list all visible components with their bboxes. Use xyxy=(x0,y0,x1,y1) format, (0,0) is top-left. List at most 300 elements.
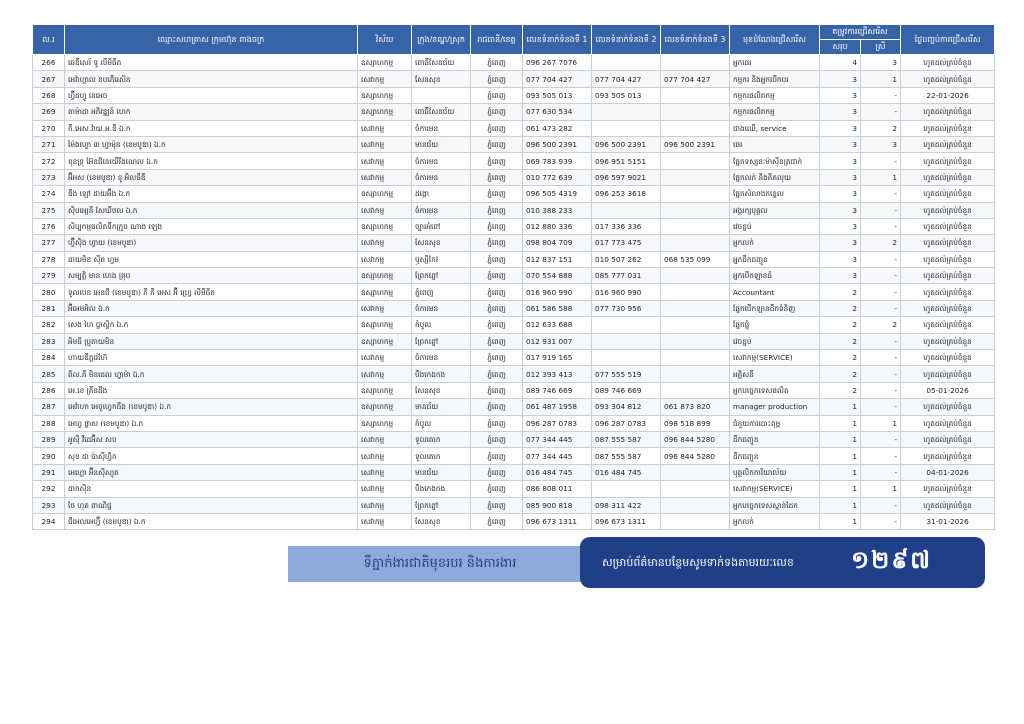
row-number: 268 xyxy=(33,87,65,103)
deadline: ហូតដល់គ្រប់ចំនួន xyxy=(901,497,995,513)
row-number: 288 xyxy=(33,415,65,431)
female-needed: - xyxy=(861,497,901,513)
total-needed: 1 xyxy=(820,448,861,464)
company-name: អេ.ខេ គ្រីនដីង xyxy=(65,382,358,398)
deadline: ហូតដល់គ្រប់ចំនួន xyxy=(901,153,995,169)
row-number: 272 xyxy=(33,153,65,169)
total-needed: 2 xyxy=(820,366,861,382)
hotline-number: ១២៩៧ xyxy=(850,546,932,574)
deadline: ហូតដល់គ្រប់ចំនួន xyxy=(901,284,995,300)
header-province: រាជធានី/ខេត្ត xyxy=(471,25,523,55)
header-deadline: ថ្ងៃបញ្ចប់ការជ្រើសរើស xyxy=(901,25,995,55)
phone-2 xyxy=(592,481,661,497)
position: កម្មករផលិតកម្ម xyxy=(730,87,820,103)
province: ភ្នំពេញ xyxy=(471,153,523,169)
row-number: 274 xyxy=(33,186,65,202)
deadline: 04-01-2026 xyxy=(901,464,995,480)
table-row xyxy=(33,186,995,202)
table-row xyxy=(33,153,995,169)
district: ទួលគោក xyxy=(412,431,471,447)
female-needed: - xyxy=(861,431,901,447)
position: កម្មករផលិតកម្ម xyxy=(730,104,820,120)
province: ភ្នំពេញ xyxy=(471,497,523,513)
deadline: ហូតដល់គ្រប់ចំនួន xyxy=(901,333,995,349)
phone-1: 096 500 2391 xyxy=(523,136,592,152)
row-number: 266 xyxy=(33,55,65,71)
phone-3 xyxy=(661,87,730,103)
province: ភ្នំពេញ xyxy=(471,235,523,251)
company-name: អូស៊ី វីដេអ៊ីស សប xyxy=(65,431,358,447)
phone-2: 016 960 990 xyxy=(592,284,661,300)
phone-2 xyxy=(592,55,661,71)
row-number: 286 xyxy=(33,382,65,398)
district: មានជ័យ xyxy=(412,399,471,415)
header-position: មុខដំណែងជ្រើសរើស xyxy=(730,25,820,55)
sector: ឧស្សាហកម្ម xyxy=(358,104,412,120)
job-vacancy-table xyxy=(32,24,995,530)
total-needed: 1 xyxy=(820,464,861,480)
company-name: អេហ្វ ផ្លាស (ខេមបូឌា) ឯ.ក xyxy=(65,415,358,431)
district: ទួលគោក xyxy=(412,448,471,464)
company-name: តាម៉ាដា អភិវឌ្ឍន៍ ហេក xyxy=(65,104,358,120)
row-number: 291 xyxy=(33,464,65,480)
sector: សេវាកម្ម xyxy=(358,251,412,267)
header-needed: តម្រូវការជ្រើសរើស xyxy=(820,25,901,40)
table-row xyxy=(33,55,995,71)
total-needed: 3 xyxy=(820,235,861,251)
phone-3 xyxy=(661,186,730,202)
position: ផេរ xyxy=(730,136,820,152)
female-needed: - xyxy=(861,153,901,169)
deadline: 31-01-2026 xyxy=(901,513,995,529)
district: ពោធិ៍សែនជ័យ xyxy=(412,104,471,120)
sector: សេវាកម្ម xyxy=(358,120,412,136)
total-needed: 4 xyxy=(820,55,861,71)
phone-2 xyxy=(592,350,661,366)
row-number: 279 xyxy=(33,268,65,284)
district: ចំការមន xyxy=(412,350,471,366)
header-female: ស្រី xyxy=(861,40,901,55)
row-number: 287 xyxy=(33,399,65,415)
province: ភ្នំពេញ xyxy=(471,366,523,382)
phone-1: 093 505 013 xyxy=(523,87,592,103)
company-name: អ៊ីអេមអិល ឯ.ក xyxy=(65,300,358,316)
row-number: 289 xyxy=(33,431,65,447)
table-row xyxy=(33,71,995,87)
phone-3 xyxy=(661,382,730,398)
female-needed: - xyxy=(861,87,901,103)
total-needed: 3 xyxy=(820,71,861,87)
sector: ឧស្សាហកម្ម xyxy=(358,87,412,103)
phone-3 xyxy=(661,120,730,136)
company-name: អេហ្គោ អ៊ីនស៊ីស្យុត xyxy=(65,464,358,480)
district: ព្រែកព្នៅ xyxy=(412,497,471,513)
phone-3 xyxy=(661,481,730,497)
province: ភ្នំពេញ xyxy=(471,415,523,431)
position: អ្នកដឹកជញ្ជូន xyxy=(730,251,820,267)
phone-2: 096 253 3618 xyxy=(592,186,661,202)
phone-3 xyxy=(661,513,730,529)
province: ភ្នំពេញ xyxy=(471,333,523,349)
phone-2: 087 555 587 xyxy=(592,448,661,464)
sector: សេវាកម្ម xyxy=(358,153,412,169)
female-needed: 1 xyxy=(861,169,901,185)
district: សែនសុខ xyxy=(412,513,471,529)
sector: សេវាកម្ម xyxy=(358,169,412,185)
total-needed: 3 xyxy=(820,136,861,152)
province: ភ្នំពេញ xyxy=(471,481,523,497)
position: ផ្នែកផ្លុំ xyxy=(730,317,820,333)
position: ដឹកជញ្ជូន xyxy=(730,431,820,447)
total-needed: 1 xyxy=(820,431,861,447)
total-needed: 1 xyxy=(820,399,861,415)
row-number: 280 xyxy=(33,284,65,300)
company-name: សម្បត្តិ មាន ហេង គ្រុប xyxy=(65,268,358,284)
phone-1: 061 473 282 xyxy=(523,120,592,136)
company-name: សេង ហៃ ប្លាស្ទិក ឯ.ក xyxy=(65,317,358,333)
female-needed: 2 xyxy=(861,235,901,251)
district: ចំការមន xyxy=(412,300,471,316)
phone-3: 061 873 820 xyxy=(661,399,730,415)
job-rows xyxy=(33,55,995,530)
phone-2: 098 311 422 xyxy=(592,497,661,513)
sector: សេវាកម្ម xyxy=(358,350,412,366)
total-needed: 3 xyxy=(820,202,861,218)
row-number: 294 xyxy=(33,513,65,529)
table-row xyxy=(33,218,995,234)
province: ភ្នំពេញ xyxy=(471,71,523,87)
sector: ឧស្សាហកម្ម xyxy=(358,415,412,431)
phone-2: 017 773 475 xyxy=(592,235,661,251)
row-number: 284 xyxy=(33,350,65,366)
table-row xyxy=(33,415,995,431)
phone-3 xyxy=(661,153,730,169)
district: កំបូល xyxy=(412,317,471,333)
deadline: ហូតដល់គ្រប់ចំនួន xyxy=(901,136,995,152)
phone-1: 098 804 709 xyxy=(523,235,592,251)
phone-3: 077 704 427 xyxy=(661,71,730,87)
phone-2 xyxy=(592,202,661,218)
table-row xyxy=(33,235,995,251)
female-needed: - xyxy=(861,382,901,398)
phone-1: 089 746 669 xyxy=(523,382,592,398)
province: ភ្នំពេញ xyxy=(471,300,523,316)
phone-3 xyxy=(661,235,730,251)
phone-1: 012 633 688 xyxy=(523,317,592,333)
position: ជាងឈើ, service xyxy=(730,120,820,136)
table-row xyxy=(33,317,995,333)
deadline: ហូតដល់គ្រប់ចំនួន xyxy=(901,202,995,218)
table-row xyxy=(33,431,995,447)
row-number: 285 xyxy=(33,366,65,382)
province: ភ្នំពេញ xyxy=(471,104,523,120)
phone-1: 012 393 413 xyxy=(523,366,592,382)
table-row xyxy=(33,366,995,382)
phone-3 xyxy=(661,284,730,300)
total-needed: 2 xyxy=(820,284,861,300)
phone-1: 077 344 445 xyxy=(523,431,592,447)
total-needed: 3 xyxy=(820,104,861,120)
company-name: ខុនទ្រុ អ៊ែនជិនេយើរីងណេល ឯ.ក xyxy=(65,153,358,169)
deadline: ហូតដល់គ្រប់ចំនួន xyxy=(901,366,995,382)
phone-1: 016 960 990 xyxy=(523,284,592,300)
province: ភ្នំពេញ xyxy=(471,251,523,267)
deadline: ហូតដល់គ្រប់ចំនួន xyxy=(901,300,995,316)
province: ភ្នំពេញ xyxy=(471,431,523,447)
female-needed: - xyxy=(861,513,901,529)
position: អ្នកលក់ xyxy=(730,235,820,251)
sector: សេវាកម្ម xyxy=(358,464,412,480)
company-name: សុខ ដា ប៉ាស៊ីហ្វិក xyxy=(65,448,358,464)
phone-1: 010 772 639 xyxy=(523,169,592,185)
row-number: 273 xyxy=(33,169,65,185)
company-name: ស៊ិបអ្យេនី សែឃីថល ឯ.ក xyxy=(65,202,358,218)
female-needed: 2 xyxy=(861,317,901,333)
hotline-label: សម្រាប់ព័ត៌មានបន្ថែមសូមទាក់ទងតាមរយៈលេខ xyxy=(602,556,794,569)
row-number: 276 xyxy=(33,218,65,234)
company-name: ភី.អេស.វ៉ាយ.អ.ឌី ឯ.ក xyxy=(65,120,358,136)
sector: ឧស្សាហកម្ម xyxy=(358,268,412,284)
phone-1: 085 900 818 xyxy=(523,497,592,513)
company-name: ហ្វ៊ីដហ្វូ ខេអេច xyxy=(65,87,358,103)
header-company: ឈ្មោះសហគ្រាស ក្រុមហ៊ុន ពាងចក្រ xyxy=(65,25,358,55)
table-row xyxy=(33,300,995,316)
deadline: ហូតដល់គ្រប់ចំនួន xyxy=(901,350,995,366)
total-needed: 2 xyxy=(820,317,861,333)
table-row xyxy=(33,481,995,497)
company-name: ជីអេលអេហ្វ៊ី (ខេមបូឌា) ឯ.ក xyxy=(65,513,358,529)
province: ភ្នំពេញ xyxy=(471,218,523,234)
sector: សេវាកម្ម xyxy=(358,481,412,497)
position: ផ្នែកលក់ និងគិតលុយ xyxy=(730,169,820,185)
header-phone-2: លេខទំនាក់ទំនងទី 2 xyxy=(592,25,661,55)
total-needed: 3 xyxy=(820,186,861,202)
sector: សេវាកម្ម xyxy=(358,513,412,529)
phone-2: 089 746 669 xyxy=(592,382,661,398)
phone-3 xyxy=(661,300,730,316)
row-number: 281 xyxy=(33,300,65,316)
total-needed: 2 xyxy=(820,382,861,398)
sector: ឧស្សាហកម្ម xyxy=(358,333,412,349)
position: បុគ្គលិកការិយាល័យ xyxy=(730,464,820,480)
phone-3 xyxy=(661,169,730,185)
female-needed: 3 xyxy=(861,136,901,152)
phone-1: 012 931 007 xyxy=(523,333,592,349)
female-needed: - xyxy=(861,366,901,382)
district: កំបូល xyxy=(412,415,471,431)
phone-3: 096 844 5280 xyxy=(661,448,730,464)
table-row xyxy=(33,399,995,415)
phone-1: 061 487 1958 xyxy=(523,399,592,415)
deadline: ហូតដល់គ្រប់ចំនួន xyxy=(901,317,995,333)
district: ឫស្សីកែវ xyxy=(412,251,471,267)
female-needed: - xyxy=(861,202,901,218)
phone-2: 077 704 427 xyxy=(592,71,661,87)
table-row xyxy=(33,333,995,349)
phone-1: 016 484 745 xyxy=(523,464,592,480)
header-sector: វិស័យ xyxy=(358,25,412,55)
deadline: ហូតដល់គ្រប់ចំនួន xyxy=(901,251,995,267)
phone-3: 096 844 5280 xyxy=(661,431,730,447)
deadline: ហូតដល់គ្រប់ចំនួន xyxy=(901,399,995,415)
sector: ឧស្សាហកម្ម xyxy=(358,399,412,415)
phone-3 xyxy=(661,202,730,218)
district: ចំការមន xyxy=(412,120,471,136)
total-needed: 3 xyxy=(820,87,861,103)
phone-1: 096 505 4319 xyxy=(523,186,592,202)
deadline: ហូតដល់គ្រប់ចំនួន xyxy=(901,268,995,284)
phone-3 xyxy=(661,366,730,382)
position: អង្គរក្សបុគ្គល xyxy=(730,202,820,218)
female-needed: - xyxy=(861,399,901,415)
table-row xyxy=(33,202,995,218)
district: ពោធិ៍សែនជ័យ xyxy=(412,55,471,71)
header-phone-3: លេខទំនាក់ទំនងទី 3 xyxy=(661,25,730,55)
total-needed: 1 xyxy=(820,513,861,529)
phone-2 xyxy=(592,333,661,349)
phone-3 xyxy=(661,218,730,234)
phone-1: 017 919 165 xyxy=(523,350,592,366)
phone-3: 096 500 2391 xyxy=(661,136,730,152)
row-number: 270 xyxy=(33,120,65,136)
district: សែនសុខ xyxy=(412,235,471,251)
phone-3 xyxy=(661,497,730,513)
total-needed: 3 xyxy=(820,251,861,267)
table-row xyxy=(33,87,995,103)
province: ភ្នំពេញ xyxy=(471,284,523,300)
phone-2 xyxy=(592,104,661,120)
sector: សេវាកម្ម xyxy=(358,366,412,382)
total-needed: 3 xyxy=(820,169,861,185)
total-needed: 2 xyxy=(820,300,861,316)
company-name: អិមធី ប្រូតាយមិន xyxy=(65,333,358,349)
company-name: ថៃ ហុត ពាណិជ្ជ xyxy=(65,497,358,513)
row-number: 275 xyxy=(33,202,65,218)
phone-2 xyxy=(592,317,661,333)
total-needed: 3 xyxy=(820,153,861,169)
deadline: ហូតដល់គ្រប់ចំនួន xyxy=(901,431,995,447)
company-name: ដាកស៊ិន xyxy=(65,481,358,497)
phone-2: 017 336 336 xyxy=(592,218,661,234)
phone-1: 061 586 588 xyxy=(523,300,592,316)
position: ជំនួយការបោះពុម្ព xyxy=(730,415,820,431)
district: ព្រែកព្នៅ xyxy=(412,333,471,349)
female-needed: - xyxy=(861,464,901,480)
company-name: ហ្វ៊ីស៊ិង ហ្វាយ (ខេមបូឌា) xyxy=(65,235,358,251)
phone-3 xyxy=(661,464,730,480)
phone-2: 016 484 745 xyxy=(592,464,661,480)
position: ដឹកជញ្ជូន xyxy=(730,448,820,464)
position: កម្មករ និងអ្នកបើកបរ xyxy=(730,71,820,87)
position: Accountant xyxy=(730,284,820,300)
table-row xyxy=(33,382,995,398)
deadline: ហូតដល់គ្រប់ចំនួន xyxy=(901,120,995,136)
phone-3 xyxy=(661,350,730,366)
deadline: ហូតដល់គ្រប់ចំនួន xyxy=(901,481,995,497)
sector: សេវាកម្ម xyxy=(358,300,412,316)
phone-3: 068 535 099 xyxy=(661,251,730,267)
deadline: ហូតដល់គ្រប់ចំនួន xyxy=(901,169,995,185)
company-name: ឌីង ឡៅ ដាយអ៊ីង ឯ.ក xyxy=(65,186,358,202)
position: ផ្នែកទស្សនៈម៉ាស៊ីនត្រជាក់ xyxy=(730,153,820,169)
deadline: ហូតដល់គ្រប់ចំនួន xyxy=(901,55,995,71)
agency-banner xyxy=(288,546,592,582)
phone-1: 096 267 7076 xyxy=(523,55,592,71)
female-needed: - xyxy=(861,186,901,202)
sector: ឧស្សាហកម្ម xyxy=(358,218,412,234)
province: ភ្នំពេញ xyxy=(471,317,523,333)
deadline: 05-01-2026 xyxy=(901,382,995,398)
sector: ឧស្សាហកម្ម xyxy=(358,284,412,300)
district: សែនសុខ xyxy=(412,71,471,87)
district xyxy=(412,87,471,103)
position: អគ្គិសនី xyxy=(730,366,820,382)
female-needed: 2 xyxy=(861,120,901,136)
sector: ឧស្សាហកម្ម xyxy=(358,55,412,71)
position: អ្នកបើកឡានធំ xyxy=(730,268,820,284)
row-number: 271 xyxy=(33,136,65,152)
phone-3 xyxy=(661,268,730,284)
company-name: សិប្បកម្មផលិតទឹកក្រូច ណាង ឡេង xyxy=(65,218,358,234)
female-needed: 1 xyxy=(861,71,901,87)
female-needed: 1 xyxy=(861,415,901,431)
deadline: ហូតដល់គ្រប់ចំនួន xyxy=(901,186,995,202)
table-row xyxy=(33,120,995,136)
row-number: 267 xyxy=(33,71,65,87)
female-needed: - xyxy=(861,300,901,316)
table-row xyxy=(33,497,995,513)
district: សែនសុខ xyxy=(412,382,471,398)
phone-1: 096 287 0783 xyxy=(523,415,592,431)
row-number: 277 xyxy=(33,235,65,251)
female-needed: 1 xyxy=(861,481,901,497)
row-number: 292 xyxy=(33,481,65,497)
phone-2: 085 777 031 xyxy=(592,268,661,284)
header-number: ល.រ xyxy=(33,25,65,55)
phone-1: 070 554 888 xyxy=(523,268,592,284)
row-number: 278 xyxy=(33,251,65,267)
table-row xyxy=(33,136,995,152)
phone-2: 096 597 9021 xyxy=(592,169,661,185)
province: ភ្នំពេញ xyxy=(471,87,523,103)
deadline: 22-01-2026 xyxy=(901,87,995,103)
company-name: អ៊ីអស (ខេមបូឌា) ខូ អិលធីឌី xyxy=(65,169,358,185)
province: ភ្នំពេញ xyxy=(471,350,523,366)
sector: សេវាកម្ម xyxy=(358,431,412,447)
company-name: ទូលបេន អេនជី (ខេមបូឌា) ភី ភី អេស អ៊ី ហ្វ្រេ លីមីធីត xyxy=(65,284,358,300)
position: វេចខ្ចប់ xyxy=(730,218,820,234)
position: អ្នកបច្ចេកទេសស្ពាន់ដែក xyxy=(730,497,820,513)
district: ព្រែកព្នៅ xyxy=(412,268,471,284)
phone-2: 093 304 812 xyxy=(592,399,661,415)
agency-name: ទីភ្នាក់ងារជាតិមុខរបរ និងការងារ xyxy=(363,555,517,571)
phone-1: 077 704 427 xyxy=(523,71,592,87)
province: ភ្នំពេញ xyxy=(471,136,523,152)
district: ដង្កោ xyxy=(412,186,471,202)
company-name: អេវ៉ាហា អេចូហ្វេកធីង (ខេមបូឌា) ឯ.ក xyxy=(65,399,358,415)
province: ភ្នំពេញ xyxy=(471,448,523,464)
row-number: 282 xyxy=(33,317,65,333)
district: ចំការមន xyxy=(412,202,471,218)
table-row xyxy=(33,350,995,366)
position: អ្នកបច្ចេកទេសផលិត xyxy=(730,382,820,398)
row-number: 269 xyxy=(33,104,65,120)
total-needed: 3 xyxy=(820,218,861,234)
phone-2: 093 505 013 xyxy=(592,87,661,103)
table-row xyxy=(33,251,995,267)
sector: សេវាកម្ម xyxy=(358,136,412,152)
female-needed: - xyxy=(861,350,901,366)
